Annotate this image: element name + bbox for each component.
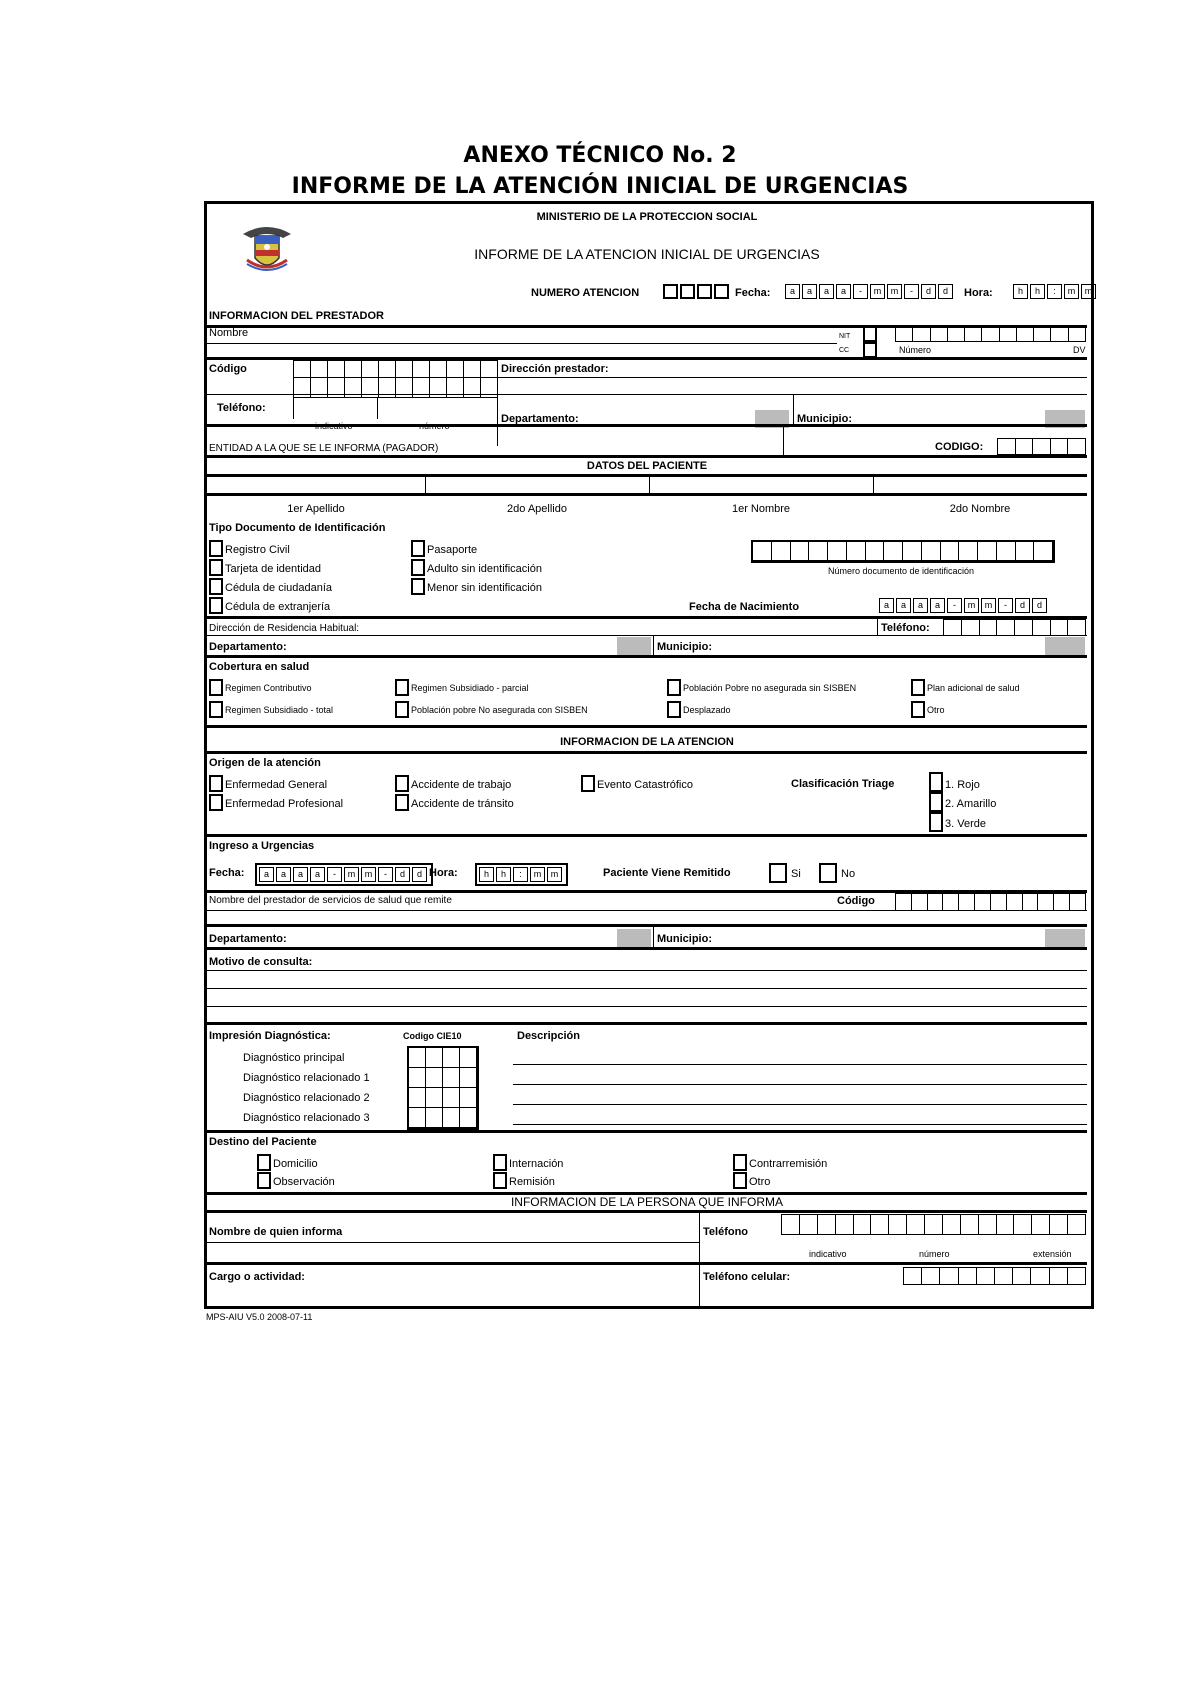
codigo-pagador-grid[interactable] (997, 438, 1086, 455)
informante-indicativo-label: indicativo (809, 1249, 847, 1259)
menor-sin-id-label: Menor sin identificación (427, 582, 542, 594)
numero-atencion-boxes[interactable] (663, 284, 731, 299)
departamento-remite-label: Departamento: (209, 933, 287, 945)
registro-civil-label: Registro Civil (225, 544, 290, 556)
cie10-grid[interactable] (407, 1046, 479, 1130)
codigo-grid[interactable] (293, 360, 498, 378)
doc-title-line1: ANEXO TÉCNICO No. 2 (463, 143, 737, 168)
tipo-doc-label: Tipo Documento de Identificación (209, 522, 386, 534)
telefono-label: Teléfono: (217, 402, 266, 414)
pasaporte-checkbox[interactable] (411, 540, 425, 557)
cedula-ciudadania-checkbox[interactable] (209, 578, 223, 595)
telefono-informante-label: Teléfono (703, 1226, 749, 1238)
apellido1-label: 1er Apellido (287, 503, 345, 515)
adulto-sin-id-label: Adulto sin identificación (427, 563, 542, 575)
municipio-label: Municipio: (797, 413, 852, 425)
remitido-label: Paciente Viene Remitido (603, 867, 731, 879)
atencion-section: INFORMACION DE LA ATENCION (560, 736, 734, 748)
form (204, 201, 1094, 1309)
cob-subsidiado-parcial-checkbox[interactable] (395, 679, 409, 696)
cob-pobre-con-sisben-checkbox[interactable] (395, 701, 409, 718)
cobertura-label: Cobertura en salud (209, 661, 310, 673)
fecha-nacimiento-boxes[interactable]: a a a a - m m - d d (879, 598, 1049, 613)
cedula-ciudadania-label: Cédula de ciudadanía (225, 582, 333, 594)
dv-label: DV (1073, 345, 1086, 355)
cob-subsidiado-parcial-label: Regimen Subsidiado - parcial (411, 683, 529, 693)
descripcion-label: Descripción (517, 1030, 580, 1042)
accidente-transito-label: Accidente de tránsito (411, 798, 514, 810)
datos-paciente-section: DATOS DEL PACIENTE (586, 460, 708, 472)
indicativo-label: indicativo (315, 421, 353, 431)
cob-plan-adicional-label: Plan adicional de salud (927, 683, 1020, 693)
observacion-checkbox[interactable] (257, 1172, 271, 1189)
telefono-paciente-grid[interactable] (943, 619, 1086, 636)
enfermedad-general-checkbox[interactable] (209, 775, 223, 792)
accidente-transito-checkbox[interactable] (395, 794, 409, 811)
remitido-no-label: No (841, 868, 856, 880)
telefono-informante-grid[interactable] (781, 1214, 1086, 1235)
impresion-label: Impresión Diagnóstica: (209, 1030, 331, 1042)
enfermedad-profesional-checkbox[interactable] (209, 794, 223, 811)
municipio-remite-code (1045, 929, 1085, 947)
cob-pobre-con-sisben-label: Población pobre No asegurada con SISBEN (411, 705, 588, 715)
contrarremision-checkbox[interactable] (733, 1154, 747, 1171)
destino-label: Destino del Paciente (209, 1136, 317, 1148)
cob-subsidiado-total-checkbox[interactable] (209, 701, 223, 718)
cc-label: CC (839, 347, 850, 354)
cob-contributivo-checkbox[interactable] (209, 679, 223, 696)
triage-verde-label: 3. Verde (945, 818, 986, 830)
cob-otro-checkbox[interactable] (911, 701, 925, 718)
triage-label: Clasificación Triage (791, 778, 895, 790)
enfermedad-general-label: Enfermedad General (225, 779, 328, 791)
evento-catastrofico-checkbox[interactable] (581, 775, 595, 792)
ingreso-fecha-label: Fecha: (209, 867, 245, 879)
triage-rojo-label: 1. Rojo (945, 779, 980, 791)
origen-label: Origen de la atención (209, 757, 321, 769)
accidente-trabajo-label: Accidente de trabajo (411, 779, 512, 791)
contrarremision-label: Contrarremisión (749, 1158, 828, 1170)
direccion-prestador-label: Dirección prestador: (501, 363, 609, 375)
ministry-label: MINISTERIO DE LA PROTECCION SOCIAL (536, 211, 758, 223)
telefono-grid[interactable] (293, 377, 498, 398)
remision-label: Remisión (509, 1176, 555, 1188)
informante-section: INFORMACION DE LA PERSONA QUE INFORMA (510, 1195, 784, 1209)
internacion-checkbox[interactable] (493, 1154, 507, 1171)
municipio-paciente-code (1045, 637, 1085, 655)
celular-grid[interactable] (903, 1267, 1086, 1285)
triage-amarillo-checkbox[interactable] (929, 792, 943, 812)
destino-otro-label: Otro (749, 1176, 771, 1188)
diag-rel2-label: Diagnóstico relacionado 2 (243, 1092, 370, 1104)
municipio-remite-label: Municipio: (657, 933, 712, 945)
numero-tel-label: número (419, 421, 450, 431)
apellido2-label: 2do Apellido (507, 503, 567, 515)
domicilio-label: Domicilio (273, 1158, 318, 1170)
cedula-extranjeria-label: Cédula de extranjería (225, 601, 331, 613)
internacion-label: Internación (509, 1158, 564, 1170)
enfermedad-profesional-label: Enfermedad Profesional (225, 798, 344, 810)
nombre-informante-label: Nombre de quien informa (209, 1226, 343, 1238)
cargo-label: Cargo o actividad: (209, 1271, 305, 1283)
accidente-trabajo-checkbox[interactable] (395, 775, 409, 792)
municipio-paciente-label: Municipio: (657, 641, 712, 653)
observacion-label: Observación (273, 1176, 335, 1188)
destino-otro-checkbox[interactable] (733, 1172, 747, 1189)
entidad-label: ENTIDAD A LA QUE SE LE INFORMA (PAGADOR) (209, 443, 439, 454)
tarjeta-identidad-checkbox[interactable] (209, 559, 223, 576)
codigo-remite-label: Código (837, 895, 875, 907)
departamento-remite-code (617, 929, 651, 947)
remision-checkbox[interactable] (493, 1172, 507, 1189)
cob-subsidiado-total-label: Regimen Subsidiado - total (225, 705, 334, 715)
fecha-boxes[interactable]: a a a a - m m - d d (785, 284, 955, 299)
nombre2-label: 2do Nombre (949, 503, 1011, 515)
ingreso-hora-boxes[interactable]: h h : m m (475, 863, 568, 886)
prestador-section: INFORMACION DEL PRESTADOR (209, 310, 384, 322)
remitido-si-checkbox[interactable] (769, 863, 787, 883)
triage-rojo-checkbox[interactable] (929, 772, 943, 792)
nombre1-label: 1er Nombre (731, 503, 791, 515)
fecha-nacimiento-label: Fecha de Nacimiento (689, 601, 800, 613)
codigo-label: Código (209, 363, 247, 375)
cob-pobre-sin-sisben-checkbox[interactable] (667, 679, 681, 696)
cie10-label: Codigo CIE10 (403, 1031, 462, 1041)
hora-label: Hora: (964, 287, 993, 299)
diag-principal-label: Diagnóstico principal (243, 1052, 345, 1064)
departamento-paciente-label: Departamento: (209, 641, 287, 653)
prestador-numero-grid[interactable] (895, 326, 1086, 342)
remitido-si-label: Si (791, 868, 801, 880)
pasaporte-label: Pasaporte (427, 544, 478, 556)
evento-catastrofico-label: Evento Catastrófico (597, 779, 693, 791)
cob-desplazado-label: Desplazado (683, 705, 731, 715)
domicilio-checkbox[interactable] (257, 1154, 271, 1171)
codigo-pagador-label: CODIGO: (935, 441, 984, 453)
numero-documento-label: Número documento de identificación (827, 566, 975, 576)
numero-atencion-label: NUMERO ATENCION (531, 287, 640, 299)
fecha-label: Fecha: (735, 287, 771, 299)
cc-checkbox[interactable] (863, 342, 877, 358)
triage-verde-checkbox[interactable] (929, 812, 943, 832)
numero-documento-grid[interactable] (751, 540, 1055, 563)
cob-plan-adicional-checkbox[interactable] (911, 679, 925, 696)
form-title: INFORME DE LA ATENCION INICIAL DE URGENCIAS (474, 246, 820, 262)
coat-of-arms-logo (239, 218, 295, 278)
triage-amarillo-label: 2. Amarillo (945, 798, 997, 810)
numero-label: Número (899, 345, 932, 355)
informante-numero-label: número (919, 1249, 950, 1259)
form-version-footer: MPS-AIU V5.0 2008-07-11 (206, 1312, 313, 1322)
registro-civil-checkbox[interactable] (209, 540, 223, 557)
ingreso-label: Ingreso a Urgencias (209, 840, 315, 852)
doc-title-line2: INFORME DE LA ATENCIÓN INICIAL DE URGENCIAS (291, 174, 909, 199)
nit-checkbox[interactable] (863, 326, 877, 342)
ingreso-hora-label: Hora: (429, 867, 458, 879)
departamento-label: Departamento: (501, 413, 579, 425)
nit-label: NIT (839, 333, 851, 340)
prestador-remite-label: Nombre del prestador de servicios de salud que remite (209, 895, 452, 906)
codigo-remite-grid[interactable] (895, 893, 1086, 911)
tarjeta-identidad-label: Tarjeta de identidad (225, 563, 322, 575)
celular-label: Teléfono celular: (703, 1271, 791, 1283)
motivo-label: Motivo de consulta: (209, 956, 313, 968)
diag-rel1-label: Diagnóstico relacionado 1 (243, 1072, 370, 1084)
departamento-paciente-code (617, 637, 651, 655)
cedula-extranjeria-checkbox[interactable] (209, 597, 223, 614)
informante-extension-label: extensión (1033, 1249, 1072, 1259)
cob-contributivo-label: Regimen Contributivo (225, 683, 312, 693)
adulto-sin-id-checkbox[interactable] (411, 559, 425, 576)
cob-pobre-sin-sisben-label: Población Pobre no asegurada sin SISBEN (683, 683, 857, 693)
cob-desplazado-checkbox[interactable] (667, 701, 681, 718)
menor-sin-id-checkbox[interactable] (411, 578, 425, 595)
direccion-residencia-label: Dirección de Residencia Habitual: (209, 623, 360, 634)
diag-rel3-label: Diagnóstico relacionado 3 (243, 1112, 370, 1124)
ingreso-fecha-boxes[interactable]: a a a a - m m - d d (255, 863, 433, 886)
prestador-nombre-label: Nombre (209, 327, 249, 339)
remitido-no-checkbox[interactable] (819, 863, 837, 883)
cob-otro-label: Otro (927, 705, 945, 715)
telefono-paciente-label: Teléfono: (881, 622, 930, 634)
hora-boxes[interactable]: h h : m m (1013, 284, 1098, 299)
